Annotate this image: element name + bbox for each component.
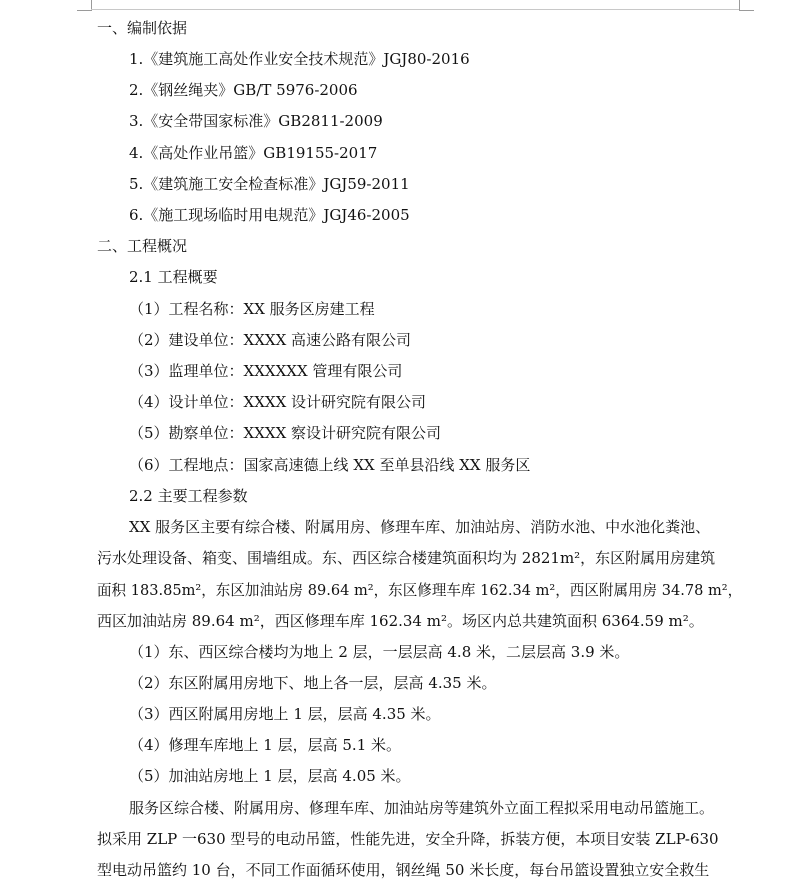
basis-item-6: 6.《施工现场临时用电规范》JGJ46-2005 <box>129 206 410 224</box>
basis-item-2: 2.《钢丝绳夹》GB/T 5976-2006 <box>129 81 358 99</box>
crop-mark-left <box>77 0 92 11</box>
gondola-paragraph-line-1: 服务区综合楼、附属用房、修理车库、加油站房等建筑外立面工程拟采用电动吊篮施工。 <box>129 799 715 817</box>
basis-item-1: 1.《建筑施工高处作业安全技术规范》JGJ80-2016 <box>129 50 470 68</box>
margin-rule <box>91 9 739 10</box>
parameters-paragraph-line-2: 污水处理设备、箱变、围墙组成。东、西区综合楼建筑面积均为 2821m²，东区附属用房建筑 <box>97 549 716 567</box>
summary-item-5: （5）勘察单位：XXXX 察设计研究院有限公司 <box>129 424 442 442</box>
parameters-paragraph-line-1: XX 服务区主要有综合楼、附属用房、修理车库、加油站房、消防水池、中水池化粪池、 <box>129 518 711 536</box>
summary-item-1: （1）工程名称：XX 服务区房建工程 <box>129 300 375 318</box>
parameter-item-5: （5）加油站房地上 1 层，层高 4.05 米。 <box>129 767 411 785</box>
summary-item-4: （4）设计单位：XXXX 设计研究院有限公司 <box>129 393 427 411</box>
basis-item-3: 3.《安全带国家标准》GB2811-2009 <box>129 112 383 130</box>
section-heading-basis: 一、编制依据 <box>97 19 188 37</box>
subsection-heading-summary: 2.1 工程概要 <box>129 268 218 286</box>
parameters-paragraph-line-3: 面积 183.85m²，东区加油站房 89.64 m²，东区修理车库 162.34 m²，西区附属用房 34.78 m²， <box>97 581 743 599</box>
gondola-paragraph-line-2: 拟采用 ZLP 一630 型号的电动吊篮，性能先进，安全升降，拆装方便，本项目安装 ZLP-630 <box>97 830 719 848</box>
basis-item-5: 5.《建筑施工安全检查标准》JGJ59-2011 <box>129 175 410 193</box>
summary-item-3: （3）监理单位：XXXXXX 管理有限公司 <box>129 362 403 380</box>
parameter-item-1: （1）东、西区综合楼均为地上 2 层，一层层高 4.8 米，二层层高 3.9 米。 <box>129 643 630 661</box>
subsection-heading-parameters: 2.2 主要工程参数 <box>129 487 248 505</box>
gondola-paragraph-line-3: 型电动吊篮约 10 台，不同工作面循环使用，钢丝绳 50 米长度，每台吊篮设置独立安全救生 <box>97 861 710 879</box>
summary-item-2: （2）建设单位：XXXX 高速公路有限公司 <box>129 331 412 349</box>
parameter-item-3: （3）西区附属用房地上 1 层，层高 4.35 米。 <box>129 705 441 723</box>
basis-item-4: 4.《高处作业吊篮》GB19155-2017 <box>129 144 378 162</box>
parameters-paragraph-line-4: 西区加油站房 89.64 m²，西区修理车库 162.34 m²。场区内总共建筑面积 6364.59 m²。 <box>97 612 704 630</box>
parameter-item-2: （2）东区附属用房地下、地上各一层，层高 4.35 米。 <box>129 674 497 692</box>
parameter-item-4: （4）修理车库地上 1 层，层高 5.1 米。 <box>129 736 402 754</box>
crop-mark-right <box>739 0 754 11</box>
section-heading-overview: 二、工程概况 <box>97 237 188 255</box>
summary-item-6: （6）工程地点：国家高速德上线 XX 至单县沿线 XX 服务区 <box>129 456 531 474</box>
